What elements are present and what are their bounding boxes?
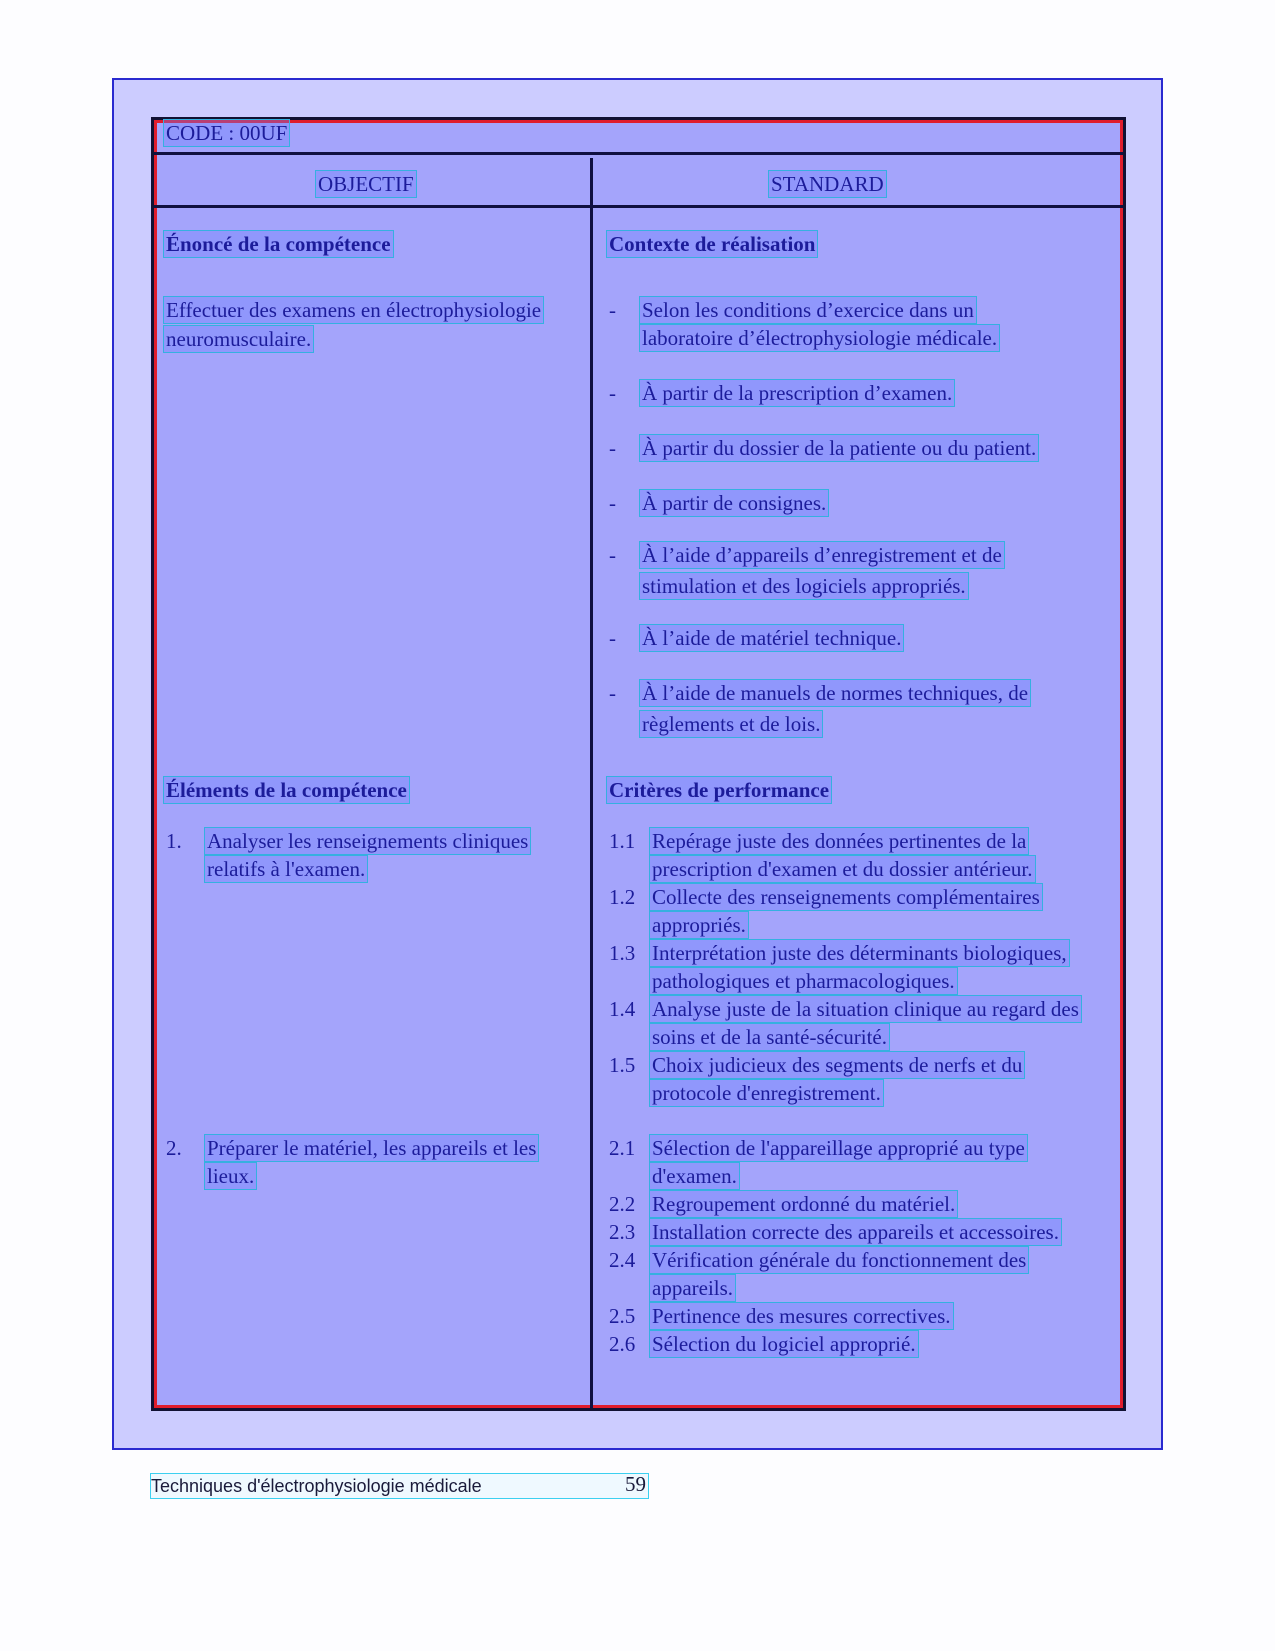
contexte-5-line-2: stimulation et des logiciels appropriés.	[642, 574, 966, 598]
critere-2-5-line-1: Pertinence des mesures correctives.	[652, 1304, 951, 1328]
contexte-7-dash: -	[609, 681, 616, 705]
critere-2-4-line-1: Vérification générale du fonctionnement des	[652, 1248, 1027, 1272]
critere-1-1-line-1: Repérage juste des données pertinentes de la	[652, 829, 1027, 853]
critere-1-2-line-2: appropriés.	[652, 913, 746, 937]
element-1-number: 1.	[166, 829, 182, 853]
criteres-title: Critères de performance	[609, 778, 830, 802]
header-divider-bottom	[154, 205, 1123, 208]
contexte-2-line-1: À partir de la prescription d’examen.	[642, 381, 953, 405]
standard-header: STANDARD	[771, 172, 884, 196]
contexte-1-line-2: laboratoire d’électrophysiologie médicale.	[642, 326, 998, 350]
critere-1-2-line-1: Collecte des renseignements complémentaires	[652, 885, 1040, 909]
critere-1-2-number: 1.2	[609, 885, 636, 909]
critere-2-1-line-2: d'examen.	[652, 1164, 737, 1188]
critere-1-1-number: 1.1	[609, 829, 636, 853]
element-2-line-2: lieux.	[207, 1164, 255, 1188]
critere-2-1-line-1: Sélection de l'appareillage approprié au type	[652, 1136, 1025, 1160]
critere-2-1-number: 2.1	[609, 1136, 636, 1160]
enonce-line-2: neuromusculaire.	[166, 327, 312, 351]
contexte-3-line-1: À partir du dossier de la patiente ou du patient.	[642, 436, 1037, 460]
contexte-4-dash: -	[609, 491, 616, 515]
critere-1-3-number: 1.3	[609, 941, 636, 965]
contexte-6-dash: -	[609, 626, 616, 650]
code-label: CODE : 00UF	[166, 121, 288, 145]
critere-1-4-number: 1.4	[609, 997, 636, 1021]
element-2-line-1: Préparer le matériel, les appareils et les	[207, 1136, 537, 1160]
critere-1-5-line-2: protocole d'enregistrement.	[652, 1081, 881, 1105]
enonce-line-1: Effectuer des examens en électrophysiologie	[166, 298, 542, 322]
page-number: 59	[625, 1472, 646, 1496]
critere-2-5-number: 2.5	[609, 1304, 636, 1328]
critere-2-4-line-2: appareils.	[652, 1276, 734, 1300]
critere-2-2-number: 2.2	[609, 1192, 636, 1216]
contexte-5-line-1: À l’aide d’appareils d’enregistrement et de	[642, 543, 1002, 567]
critere-2-6-line-1: Sélection du logiciel approprié.	[652, 1332, 916, 1356]
contexte-title: Contexte de réalisation	[609, 232, 816, 256]
contexte-3-dash: -	[609, 436, 616, 460]
critere-1-4-line-1: Analyse juste de la situation clinique au regard des	[652, 997, 1079, 1021]
contexte-6-line-1: À l’aide de matériel technique.	[642, 626, 902, 650]
contexte-5-dash: -	[609, 543, 616, 567]
critere-2-3-number: 2.3	[609, 1220, 636, 1244]
objectif-header: OBJECTIF	[318, 172, 414, 196]
critere-1-3-line-2: pathologiques et pharmacologiques.	[652, 969, 955, 993]
element-2-number: 2.	[166, 1136, 182, 1160]
critere-2-6-number: 2.6	[609, 1332, 636, 1356]
element-1-line-1: Analyser les renseignements cliniques	[207, 829, 529, 853]
element-1-line-2: relatifs à l'examen.	[207, 857, 366, 881]
footer-title: Techniques d'électrophysiologie médicale	[151, 1476, 482, 1496]
column-divider	[590, 158, 593, 1408]
page-footer	[151, 1474, 648, 1498]
critere-2-2-line-1: Regroupement ordonné du matériel.	[652, 1192, 956, 1216]
critere-1-5-number: 1.5	[609, 1053, 636, 1077]
contexte-1-dash: -	[609, 298, 616, 322]
contexte-2-dash: -	[609, 381, 616, 405]
contexte-7-line-2: règlements et de lois.	[642, 712, 821, 736]
header-divider-top	[154, 152, 1123, 155]
critere-2-3-line-1: Installation correcte des appareils et accessoires.	[652, 1220, 1059, 1244]
enonce-title: Énoncé de la compétence	[166, 232, 391, 256]
contexte-4-line-1: À partir de consignes.	[642, 491, 827, 515]
critere-1-4-line-2: soins et de la santé-sécurité.	[652, 1025, 887, 1049]
contexte-7-line-1: À l’aide de manuels de normes techniques, de	[642, 681, 1029, 705]
critere-1-1-line-2: prescription d'examen et du dossier antérieur.	[652, 857, 1033, 881]
contexte-1-line-1: Selon les conditions d’exercice dans un	[642, 298, 974, 322]
competence-table	[151, 117, 1126, 1411]
critere-1-3-line-1: Interprétation juste des déterminants biologiques,	[652, 941, 1067, 965]
elements-title: Éléments de la compétence	[166, 778, 407, 802]
critere-2-4-number: 2.4	[609, 1248, 636, 1272]
critere-1-5-line-1: Choix judicieux des segments de nerfs et du	[652, 1053, 1023, 1077]
